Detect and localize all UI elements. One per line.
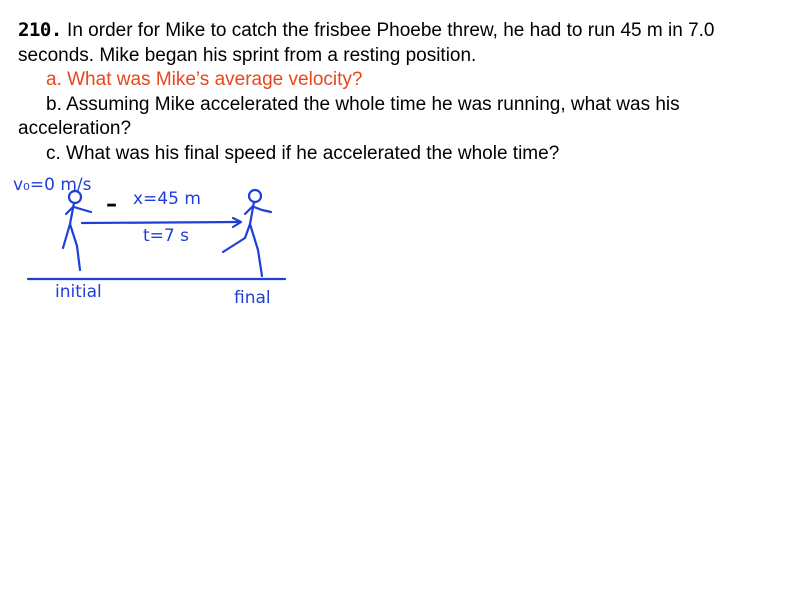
time-label: t=7 s — [143, 226, 189, 246]
question-a: a. What was Mike’s average velocity? — [46, 69, 363, 90]
initial-label: initial — [55, 282, 102, 302]
intro-line-1: In order for Mike to catch the frisbee Phoebe threw, he had to run 45 m in 7.0 — [67, 20, 715, 41]
question-c: c. What was his final speed if he accelerated the whole time? — [46, 142, 560, 164]
initial-velocity-label: v₀=0 m/s — [13, 175, 92, 195]
question-b: b. Assuming Mike accelerated the whole time he was running, what was his — [46, 93, 680, 115]
final-label: final — [234, 288, 271, 308]
problem-number: 210. — [18, 19, 62, 41]
question-b-continued: acceleration? — [18, 118, 132, 139]
initial-stick-figure — [63, 191, 91, 270]
dash-mark: – — [106, 192, 117, 217]
intro-line-2: seconds. Mike began his sprint from a resting position. — [18, 44, 477, 66]
final-stick-figure — [223, 190, 271, 276]
distance-label: x=45 m — [133, 189, 201, 209]
